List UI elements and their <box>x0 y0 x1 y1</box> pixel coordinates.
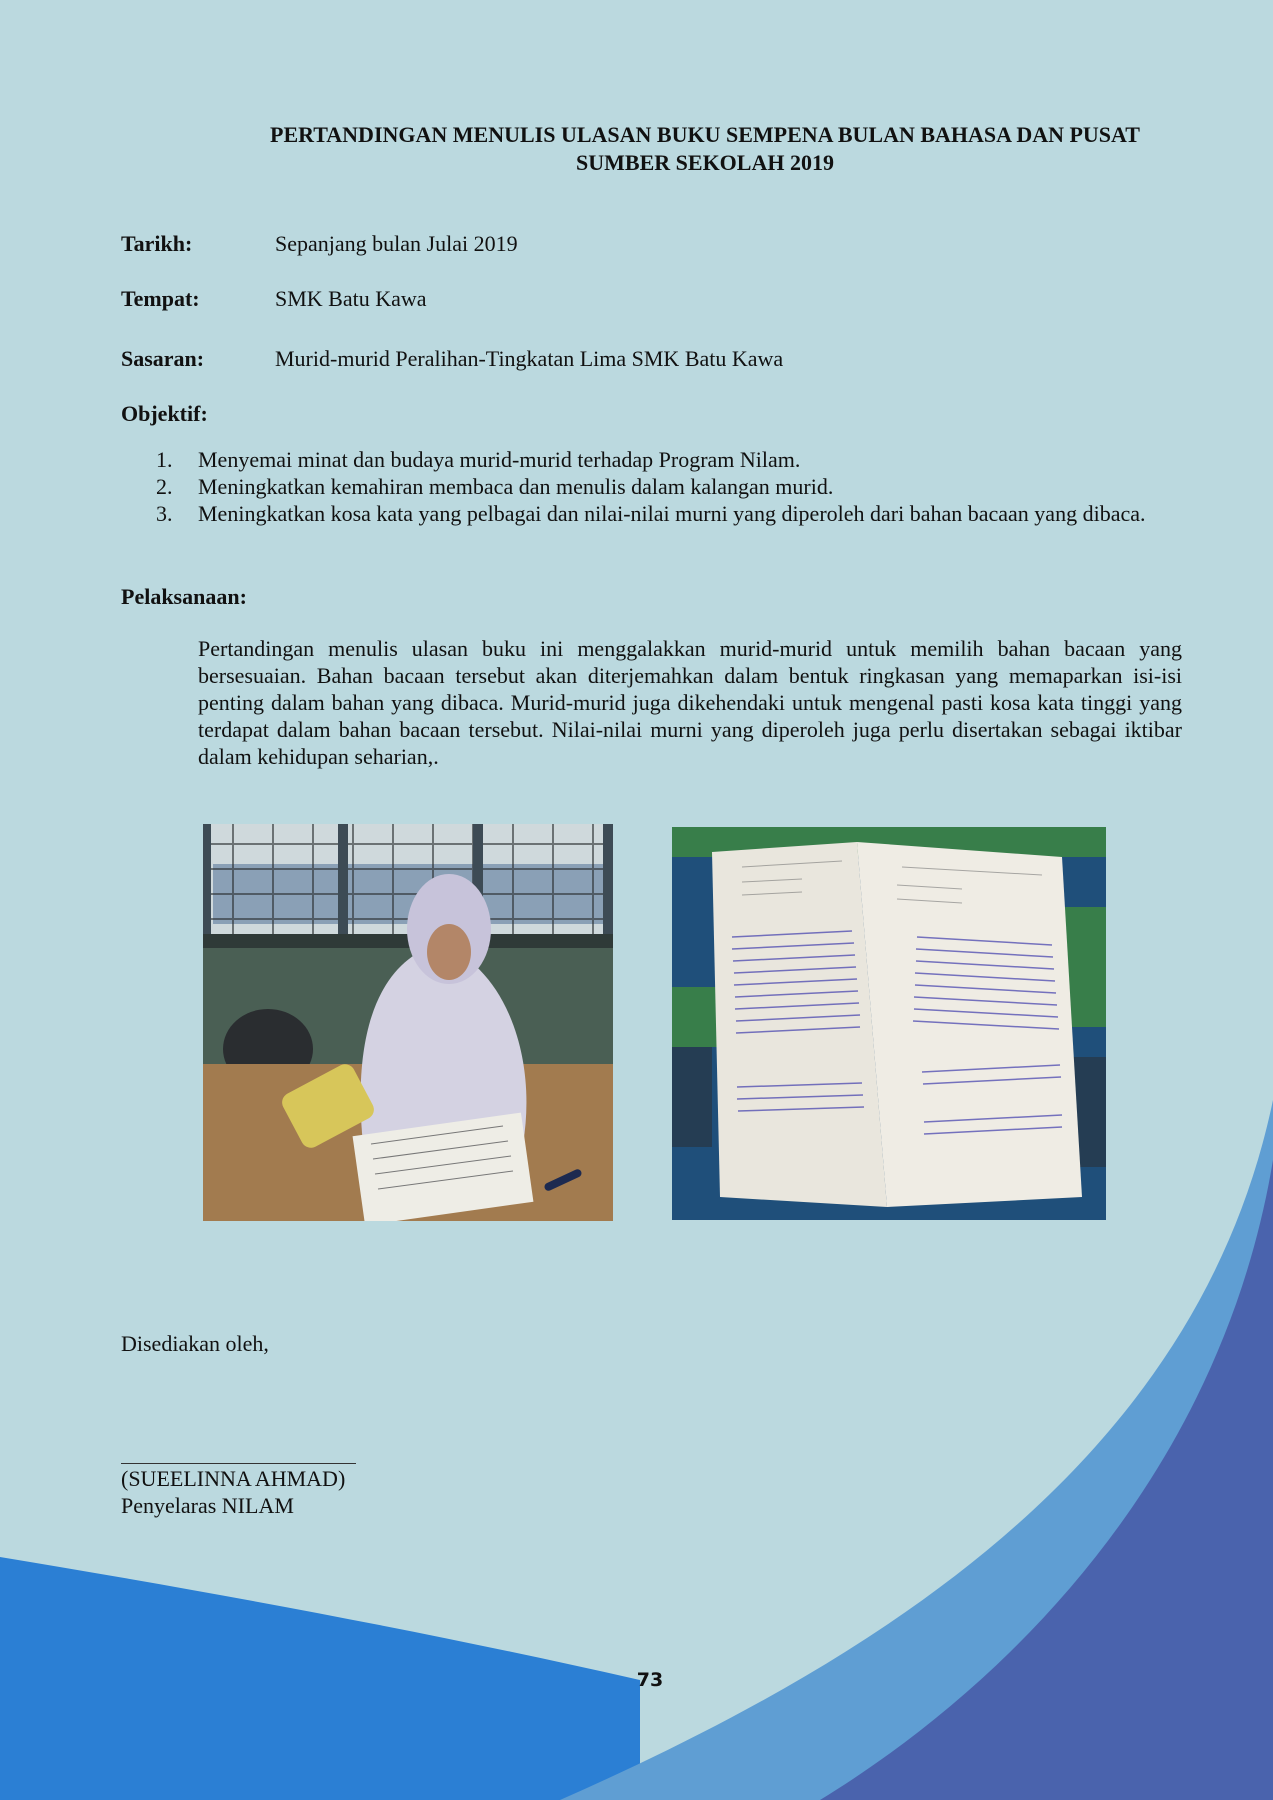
list-item <box>156 446 1148 473</box>
title-line-2: SUMBER SEKOLAH 2019 <box>576 150 834 175</box>
list-item-number: 3. <box>156 501 173 526</box>
page-number: 73 <box>636 1669 664 1691</box>
objektif-heading: Objektif: <box>121 401 208 426</box>
tarikh-value: Sepanjang bulan Julai 2019 <box>275 231 518 256</box>
sasaran-value: Murid-murid Peralihan-Tingkatan Lima SMK Batu Kawa <box>275 346 784 371</box>
review-papers-photo <box>672 827 1106 1220</box>
signatory-role: Penyelaras NILAM <box>121 1493 294 1518</box>
title-line-1: PERTANDINGAN MENULIS ULASAN BUKU SEMPENA BULAN BAHASA DAN PUSAT <box>270 122 1140 147</box>
signature-line <box>121 1463 356 1464</box>
objektif-list <box>156 446 1148 527</box>
tarikh-label: Tarikh: <box>121 231 193 256</box>
pelaksanaan-paragraph: Pertandingan menulis ulasan buku ini menggalakkan murid-murid untuk memilih bahan bacaan yang bersesuaian. Bahan bacaan tersebut akan diterjemahkan dalam bentuk ringkasan yang memaparkan isi-isi penting dalam bahan yang dibaca. Murid-murid juga dikehendaki untuk mengenal pasti kosa kata tinggi yang terdapat dalam bahan bacaan tersebut. Nilai-nilai murni yang diperoleh juga perlu disertakan sebagai iktibar dalam kehidupan seharian,. <box>198 636 1182 769</box>
signatory-name: (SUEELINNA AHMAD) <box>121 1466 346 1491</box>
prepared-by-label: Disediakan oleh, <box>121 1331 269 1356</box>
tempat-label: Tempat: <box>121 286 200 311</box>
pelaksanaan-heading: Pelaksanaan: <box>121 584 247 609</box>
list-item-number: 1. <box>156 447 173 472</box>
list-item <box>156 473 1148 500</box>
sasaran-label: Sasaran: <box>121 346 205 371</box>
list-item-number: 2. <box>156 474 173 499</box>
student-writing-photo <box>203 824 613 1221</box>
list-item-text: Meningkatkan kemahiran membaca dan menulis dalam kalangan murid. <box>198 474 834 499</box>
document-title <box>230 121 1180 177</box>
list-item-text: Menyemai minat dan budaya murid-murid terhadap Program Nilam. <box>198 447 801 472</box>
list-item <box>156 500 1148 527</box>
list-item-text: Meningkatkan kosa kata yang pelbagai dan nilai-nilai murni yang diperoleh dari bahan bacaan yang dibaca. <box>198 501 1146 526</box>
tempat-value: SMK Batu Kawa <box>275 286 427 311</box>
